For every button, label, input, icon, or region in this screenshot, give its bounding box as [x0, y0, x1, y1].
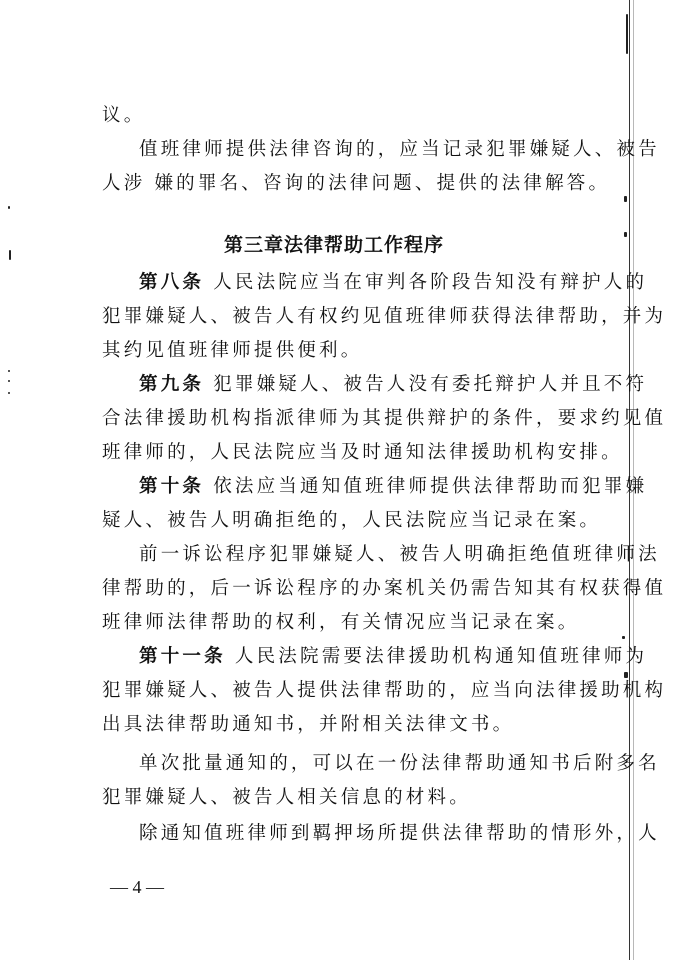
- scan-speck: [8, 206, 10, 209]
- article-heading: 第十一条: [139, 646, 226, 667]
- text-line: 其约见值班律师提供便利。: [102, 340, 363, 361]
- article-heading: 第八条: [139, 272, 205, 293]
- text-line: 犯罪嫌疑人、被告人提供法律帮助的，应当向法律援助机构: [102, 680, 667, 701]
- text-line: 班律师法律帮助的权利，有关情况应当记录在案。: [102, 612, 580, 633]
- scan-speck: [8, 370, 10, 372]
- scan-speck: [624, 672, 628, 678]
- text-line: 犯罪嫌疑人、被告人相关信息的材料。: [102, 787, 471, 808]
- text-line: 人民法院应当在审判各阶段告知没有辩护人的: [213, 272, 648, 293]
- text-line: 犯罪嫌疑人、被告人没有委托辩护人并且不符: [213, 374, 648, 395]
- text-line: 人涉 嫌的罪名、咨询的法律问题、提供的法律解答。: [102, 173, 611, 194]
- text-line: 单次批量通知的，可以在一份法律帮助通知书后附多名: [139, 753, 660, 774]
- text-line: 依法应当通知值班律师提供法律帮助而犯罪嫌: [213, 476, 648, 497]
- article-9-paragraph: [139, 373, 647, 397]
- text-line: 出具法律帮助通知书，并附相关法律文书。: [102, 714, 515, 735]
- article-heading: 第九条: [139, 374, 205, 395]
- scan-speck: [626, 14, 628, 54]
- chapter-title: 第三章法律帮助工作程序: [224, 234, 445, 256]
- scan-speck: [624, 196, 627, 202]
- text-line: 前一诉讼程序犯罪嫌疑人、被告人明确拒绝值班律师法: [139, 544, 660, 565]
- text-line: 疑人、被告人明确拒绝的，人民法院应当记录在案。: [102, 510, 602, 531]
- scan-speck: [624, 232, 627, 237]
- text-line: 律帮助的，后一诉讼程序的办案机关仍需告知其有权获得值: [102, 578, 667, 599]
- scan-speck: [622, 636, 625, 639]
- article-8-paragraph: [139, 271, 647, 295]
- page-number: — 4 —: [110, 877, 164, 897]
- text-line: 值班律师提供法律咨询的，应当记录犯罪嫌疑人、被告: [139, 139, 660, 160]
- text-line: 议。: [102, 105, 146, 126]
- article-10-paragraph: [139, 475, 647, 499]
- text-line: 除通知值班律师到羁押场所提供法律帮助的情形外，人: [139, 823, 660, 844]
- text-line: 人民法院需要法律援助机构通知值班律师为: [234, 646, 648, 667]
- text-line: 合法律援助机构指派律师为其提供辩护的条件，要求约见值: [102, 408, 667, 429]
- scan-speck: [8, 392, 10, 394]
- text-line: 班律师的，人民法院应当及时通知法律援助机构安排。: [102, 442, 623, 463]
- article-11-paragraph: [139, 645, 647, 669]
- text-line: 犯罪嫌疑人、被告人有权约见值班律师获得法律帮助，并为: [102, 306, 667, 327]
- scan-speck: [8, 380, 10, 382]
- article-heading: 第十条: [139, 476, 205, 497]
- scan-speck: [9, 250, 11, 260]
